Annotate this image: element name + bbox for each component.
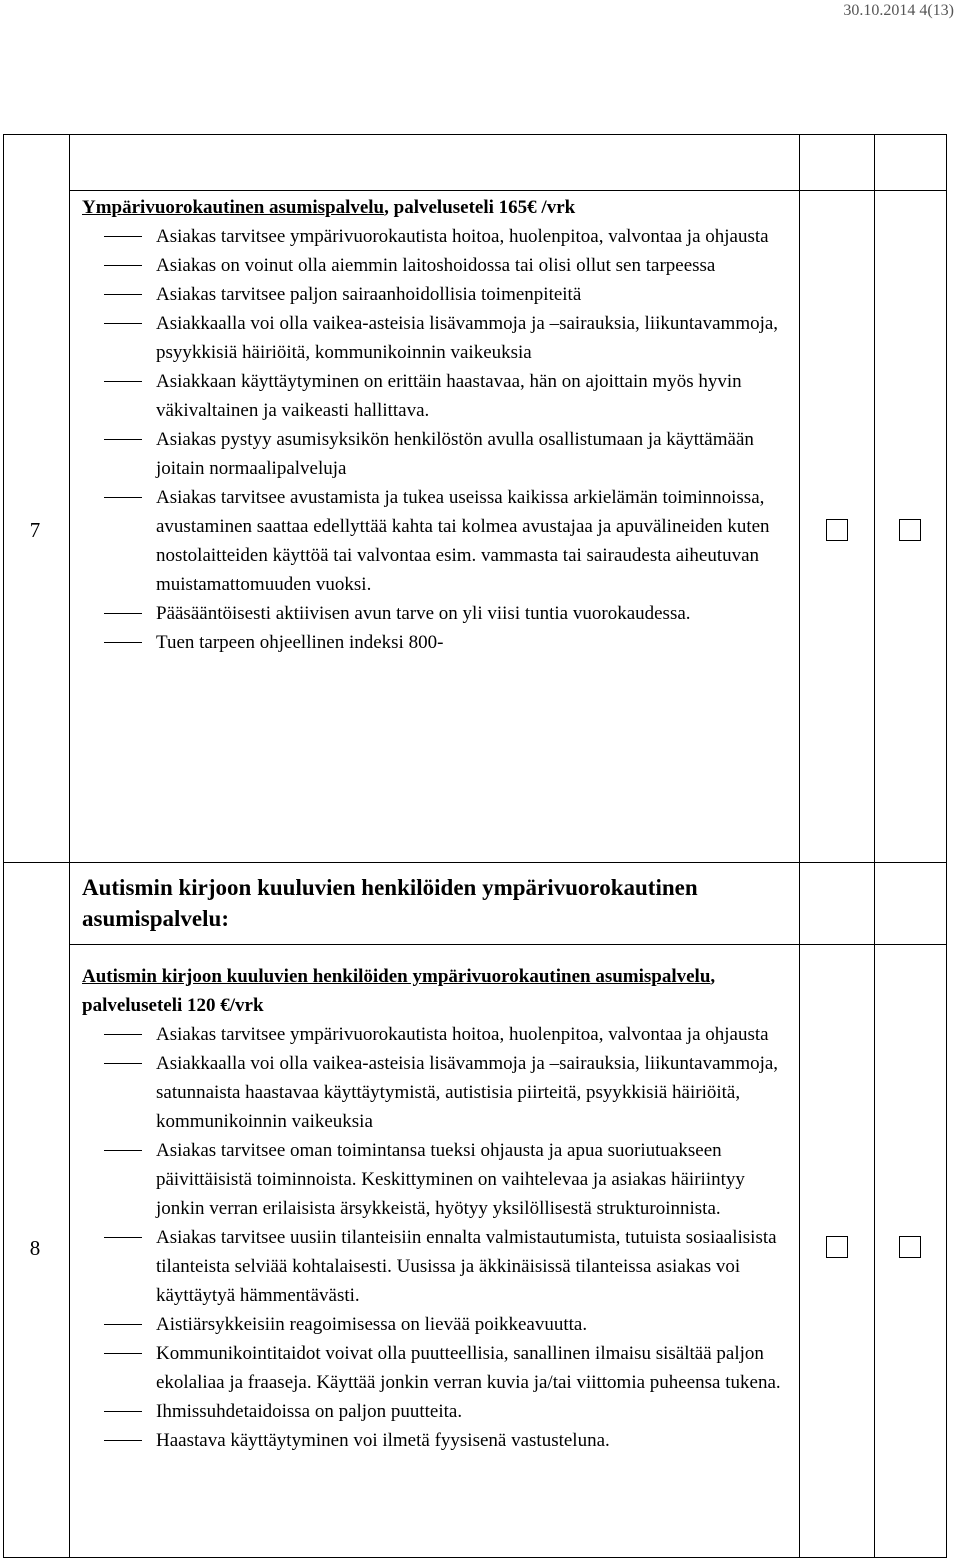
checkbox[interactable] <box>826 1236 848 1258</box>
list-item: Asiakkaalla voi olla vaikea-asteisia lisävammoja ja –sairauksia, liikuntavammoja, satunnaista haastavaa käyttäytymistä, autistisia piirteitä, psyykkisiä häiriöitä, kommunikoinnin vaikeuksia <box>82 1049 794 1136</box>
list-item: Asiakas tarvitsee oman toimintansa tueksi ohjausta ja apua suoriutuakseen päivittäisistä toiminnoista. Keskittyminen on vaihtelevaa ja asiakas häiriintyy jonkin verran erilaisista ärsykkeistä, hyötyy yksilöllisestä strukturoinnista. <box>82 1136 794 1223</box>
service-title-price: , palveluseteli 165€ /vrk <box>384 197 576 218</box>
list-item: Asiakas tarvitsee ympärivuorokautista hoitoa, huolenpitoa, valvontaa ja ohjausta <box>82 222 794 251</box>
list-item: Asiakas on voinut olla aiemmin laitoshoidossa tai olisi ollut sen tarpeessa <box>82 251 794 280</box>
list-item: Asiakas tarvitsee uusiin tilanteisiin ennalta valmistautumista, tutuista sosiaalisista tilanteista selviää kohtalaisesti. Uusissa ja äkkinäisissä tilanteissa asiakas voi käyttäytyä hämmentävästi. <box>82 1223 794 1310</box>
list-item: Kommunikointitaidot voivat olla puutteellisia, sanallinen ilmaisu sisältää paljon ekolaliaa ja fraaseja. Käyttää jonkin verran kuvia ja/tai viittomia puheensa tukena. <box>82 1339 794 1397</box>
list-item: Asiakas tarvitsee paljon sairaanhoidollisia toimenpiteitä <box>82 280 794 309</box>
criteria-list <box>82 222 794 657</box>
list-item: Ihmissuhdetaidoissa on paljon puutteita. <box>82 1397 794 1426</box>
list-item: Tuen tarpeen ohjeellinen indeksi 800- <box>82 628 794 657</box>
checkbox[interactable] <box>899 519 921 541</box>
header-date-page: 30.10.2014 4(13) <box>843 2 954 19</box>
list-item: Asiakas tarvitsee avustamista ja tukea useissa kaikissa arkielämän toiminnoissa, avustaminen saattaa edellyttää kahta tai kolmea avustajaa ja apuvälineiden kuten nostolaitteiden käyttöä tai valvontaa esim. vammasta tai sairaudesta aiheutuvan muistamattomuuden vuoksi. <box>82 483 794 599</box>
list-item: Asiakas tarvitsee ympärivuorokautista hoitoa, huolenpitoa, valvontaa ja ohjausta <box>82 1020 794 1049</box>
list-item: Asiakkaan käyttäytyminen on erittäin haastavaa, hän on ajoittain myös hyvin väkivaltainen ja vaikeasti hallittava. <box>82 367 794 425</box>
criteria-list <box>82 1020 794 1455</box>
service-title <box>82 962 794 1020</box>
list-item: Asiakas pystyy asumisyksikön henkilöstön avulla osallistumaan ja käyttämään joitain normaalipalveluja <box>82 425 794 483</box>
list-item: Asiakkaalla voi olla vaikea-asteisia lisävammoja ja –sairauksia, liikuntavammoja, psyykkisiä häiriöitä, kommunikoinnin vaikeuksia <box>82 309 794 367</box>
list-item: Haastava käyttäytyminen voi ilmetä fyysisenä vastusteluna. <box>82 1426 794 1455</box>
row-content <box>82 193 794 657</box>
checkbox[interactable] <box>826 519 848 541</box>
row-content <box>82 872 794 1455</box>
service-title-name: Autismin kirjoon kuuluvien henkilöiden ympärivuorokautinen asumispalvelu <box>82 966 711 987</box>
row-number: 8 <box>29 1236 41 1260</box>
row-number: 7 <box>29 518 41 542</box>
checkbox[interactable] <box>899 1236 921 1258</box>
list-item: Aistiärsykkeisiin reagoimisessa on lievää poikkeavuutta. <box>82 1310 794 1339</box>
service-title-price: , palveluseteli 120 €/vrk <box>82 966 716 1016</box>
list-item: Pääsääntöisesti aktiivisen avun tarve on yli viisi tuntia vuorokaudessa. <box>82 599 794 628</box>
section-title: Autismin kirjoon kuuluvien henkilöiden ympärivuorokautinen asumispalvelu: <box>82 875 698 931</box>
service-title-name: Ympärivuorokautinen asumispalvelu <box>82 197 385 218</box>
service-title <box>82 193 794 222</box>
